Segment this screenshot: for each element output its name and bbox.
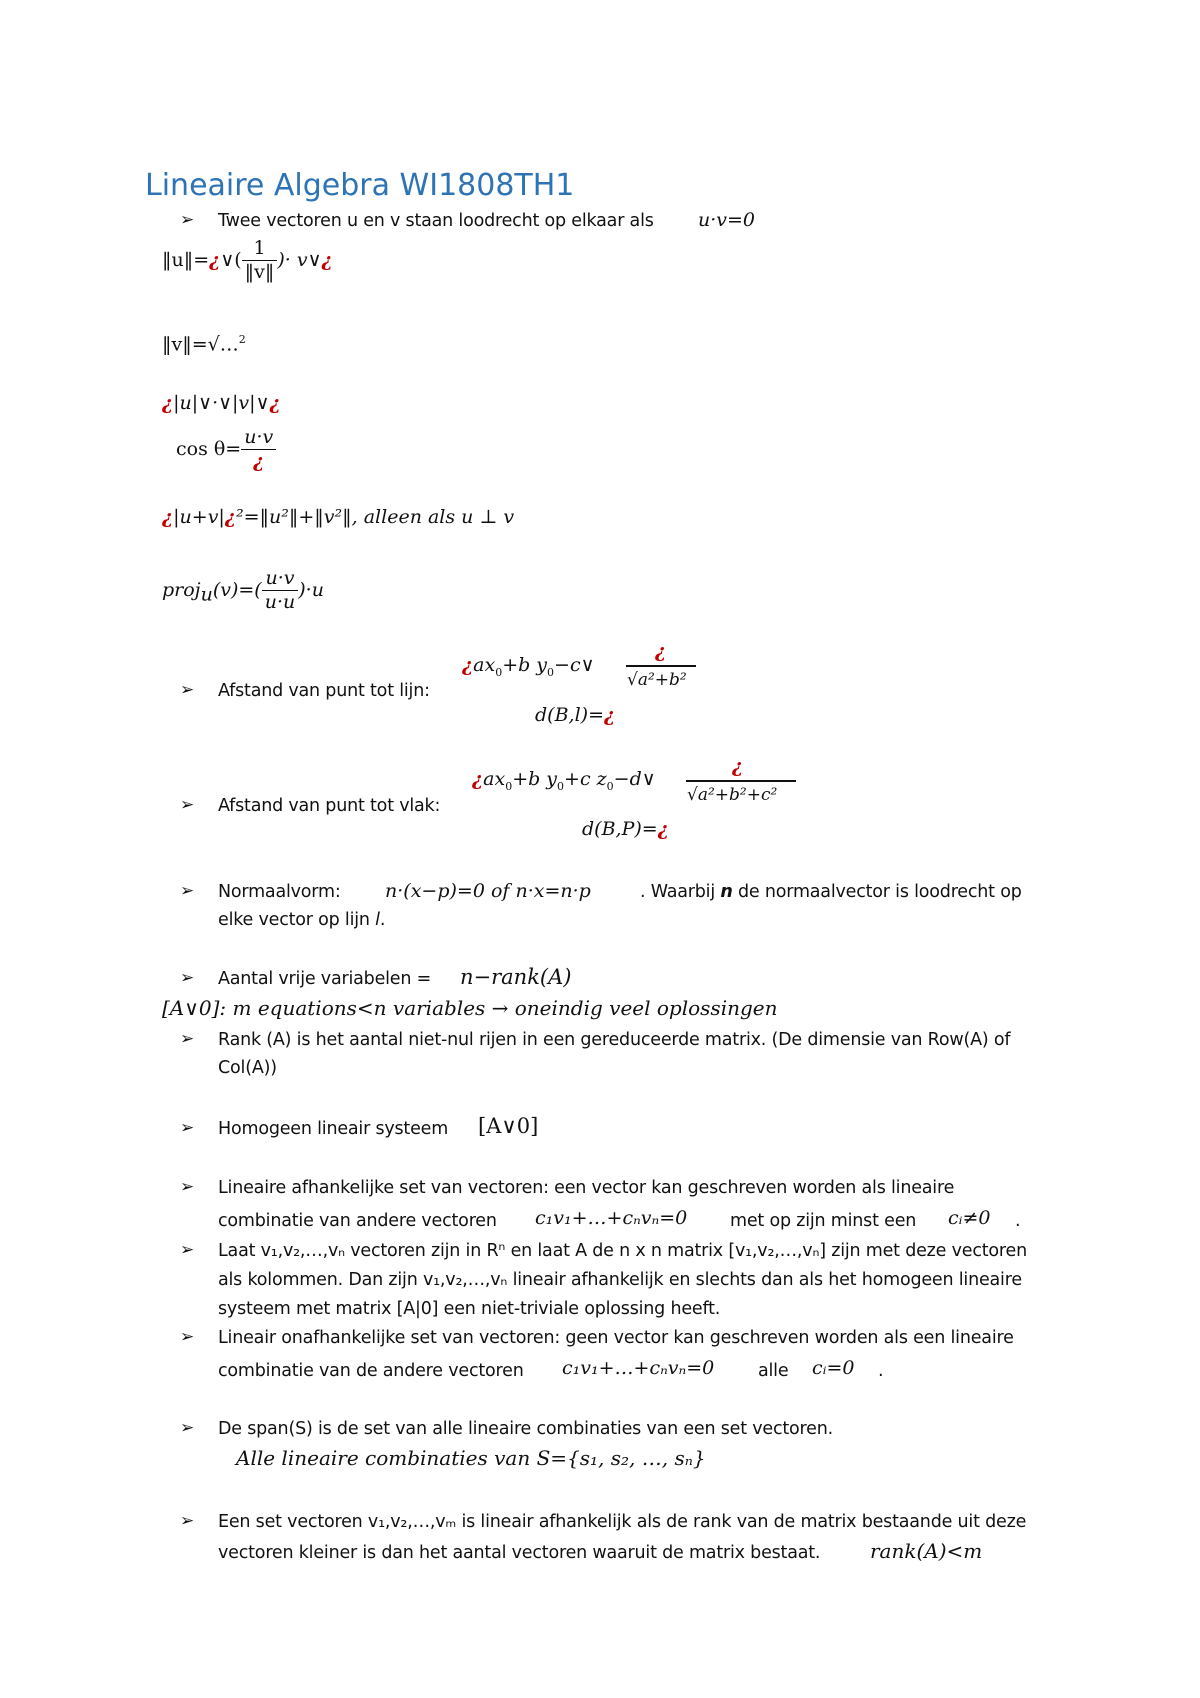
dl-top: ax [473,654,496,676]
proj-rest: )·u [298,578,324,601]
cs-q1: ¿ [162,392,174,414]
indep-math1: c₁v₁+…+cₙvₙ=0 [562,1357,715,1379]
dl-frac-den: √a²+b² [627,670,687,690]
dist-line-top: ¿$ax_0+b$ $y_0-c\vee$ [462,654,595,679]
eq-unit-q2: ¿ [321,248,333,271]
page-title: Lineaire Algebra WI1808TH1 [145,168,575,203]
bullet-icon: ➢ [180,1327,195,1347]
normal-text2: de normaalvector is loodrecht op [738,882,1022,902]
cos-num: u·v [241,427,276,450]
dp-top: ax [483,768,506,790]
indep-end: . [878,1361,884,1381]
cs-eq [162,392,281,414]
eq-unit-q1: ¿ [209,248,221,271]
normal-n: n [720,882,733,902]
proj-arg: (v)=( [212,578,262,601]
dp-top4: −d∨ [613,768,656,790]
bullet-icon: ➢ [180,795,195,815]
cos-eq [176,427,276,473]
dep-math1: c₁v₁+…+cₙvₙ=0 [535,1207,688,1229]
bullet-icon: ➢ [180,1418,195,1438]
normal-end: . [379,910,386,930]
dp-frac-bar [686,780,796,782]
dist-line-text: Afstand van punt tot lijn: [218,681,430,701]
dp-bottom: d(B,P)= [582,818,658,840]
orth-text: Twee vectoren u en v staan loodrecht op elkaar als [218,211,654,231]
span-math: Alle lineaire combinaties van S={s₁, s₂, …, sₙ} [236,1446,706,1470]
norm-lhs: ‖v‖= [162,333,208,356]
proj-num: u·v [262,568,299,591]
rank-line2: Col(A)) [218,1058,277,1078]
proj-sub: u [200,583,213,606]
bullet-icon: ➢ [180,1029,195,1049]
cos-lhs: cos θ= [176,437,242,460]
pyth-eq [162,506,514,528]
homog-math: [A∨0] [478,1114,539,1138]
indep-line2b: alle [758,1361,789,1381]
indep-math2: cᵢ=0 [812,1357,855,1379]
cs-q2: ¿ [269,392,281,414]
dp-q: ¿ [472,768,484,790]
eq-unit-rest: )· v∨ [277,248,322,271]
dl-top3: −c∨ [554,654,595,676]
dep-line1: Lineaire afhankelijke set van vectoren: een vector kan geschreven worden als lineaire [218,1178,955,1198]
dep-line2b: met op zijn minst een [730,1211,917,1231]
dist-plane-top: ¿$ax_0+b$ $y_0+c$ $z_0-d\vee$ [472,768,656,793]
dl-q: ¿ [462,654,474,676]
dp-top2: +b y [512,768,558,790]
bullet-icon: ➢ [180,1511,195,1531]
proj-eq [162,568,324,614]
unit-vector-eq [162,238,333,284]
eq-unit-lhs: ‖u‖= [162,248,210,271]
let-line3: systeem met matrix [A|0] een niet-triviale oplossing heeft. [218,1299,721,1319]
indep-line2a: combinatie van de andere vectoren [218,1361,524,1381]
dp-frac-num: ¿ [732,755,744,777]
bullet-icon: ➢ [180,1118,195,1138]
free-note: [A∨0]: m equations<n variables → oneindig veel oplossingen [162,996,778,1020]
normal-text [640,882,1022,902]
let-line2: als kolommen. Dan zijn v₁,v₂,…,vₙ lineair afhankelijk en slechts dan als het homogeen lineaire [218,1270,1022,1290]
cs-body: |u|∨·∨|v|∨ [173,392,270,414]
rank-line1: Rank (A) is het aantal niet-nul rijen in een gereduceerde matrix. (De dimensie van Row(A) of [218,1030,1011,1050]
dep-end: . [1015,1211,1021,1231]
proj-den: u·u [264,590,296,613]
free-math: n−rank(A) [460,965,572,989]
dist-plane-bottom [582,818,669,840]
dp-bottom-q: ¿ [657,818,669,840]
proj-lhs: proj [162,578,201,601]
dep-line2a: combinatie van andere vectoren [218,1211,497,1231]
dl-bottom-q: ¿ [604,704,616,726]
proj-frac [262,568,299,614]
bullet-icon: ➢ [180,1240,195,1260]
orth-math: u·v=0 [698,209,756,231]
dl-bottom: d(B,l)= [535,704,604,726]
normal-l: l [375,910,380,930]
homog-text: Homogeen lineair systeem [218,1119,449,1139]
dl-top2: +b y [502,654,548,676]
free-text: Aantal vrije variabelen = [218,969,432,989]
bullet-icon: ➢ [180,968,195,988]
bullet-icon: ➢ [180,1177,195,1197]
norm-root: √… [207,333,239,356]
normal-text1: . Waarbij [640,882,715,902]
cos-frac [241,427,276,473]
dep-math2: cᵢ≠0 [948,1207,991,1229]
normal-label: Normaalvorm: [218,882,341,902]
bullet-icon: ➢ [180,680,195,700]
norm-exp: 2 [238,333,246,346]
bullet-icon: ➢ [180,210,195,230]
normal-math: n·(x−p)=0 of n·x=n·p [385,880,591,902]
dl-frac-num: ¿ [655,640,667,662]
normal-line2-text: elke vector op lijn [218,910,370,930]
pyth-q1: ¿ [162,506,174,528]
indep-line1: Lineair onafhankelijke set van vectoren: geen vector kan geschreven worden als een lineaire [218,1328,1014,1348]
dist-line-bottom [535,704,615,726]
normal-line2 [218,910,385,930]
pyth-b: ²=‖u²‖+‖v²‖, alleen als u ⊥ v [235,506,515,528]
dist-plane-text: Afstand van punt tot vlak: [218,796,441,816]
dp-frac-den: √a²+b²+c² [687,785,778,805]
setdep-line2: vectoren kleiner is dan het aantal vectoren waaruit de matrix bestaat. [218,1543,821,1563]
pyth-a: |u+v| [173,506,225,528]
dl-frac-bar [626,665,696,667]
eq-unit-den: ‖v‖ [244,260,275,283]
setdep-line1: Een set vectoren v₁,v₂,…,vₘ is lineair afhankelijk als de rank van de matrix bestaande uit deze [218,1512,1027,1532]
let-line1: Laat v₁,v₂,…,vₙ vectoren zijn in Rⁿ en laat A de n x n matrix [v₁,v₂,…,vₙ] zijn met deze vectoren [218,1241,1027,1261]
span-line1: De span(S) is de set van alle lineaire combinaties van een set vectoren. [218,1419,833,1439]
eq-unit-num: 1 [242,238,278,261]
norm-eq [162,333,246,355]
pyth-q2: ¿ [224,506,236,528]
dp-top3: +c z [564,768,607,790]
bullet-icon: ➢ [180,881,195,901]
setdep-math: rank(A)<m [870,1539,983,1563]
eq-unit-mid: ∨( [220,248,242,271]
eq-unit-frac [242,238,278,284]
cos-den: ¿ [253,449,265,472]
